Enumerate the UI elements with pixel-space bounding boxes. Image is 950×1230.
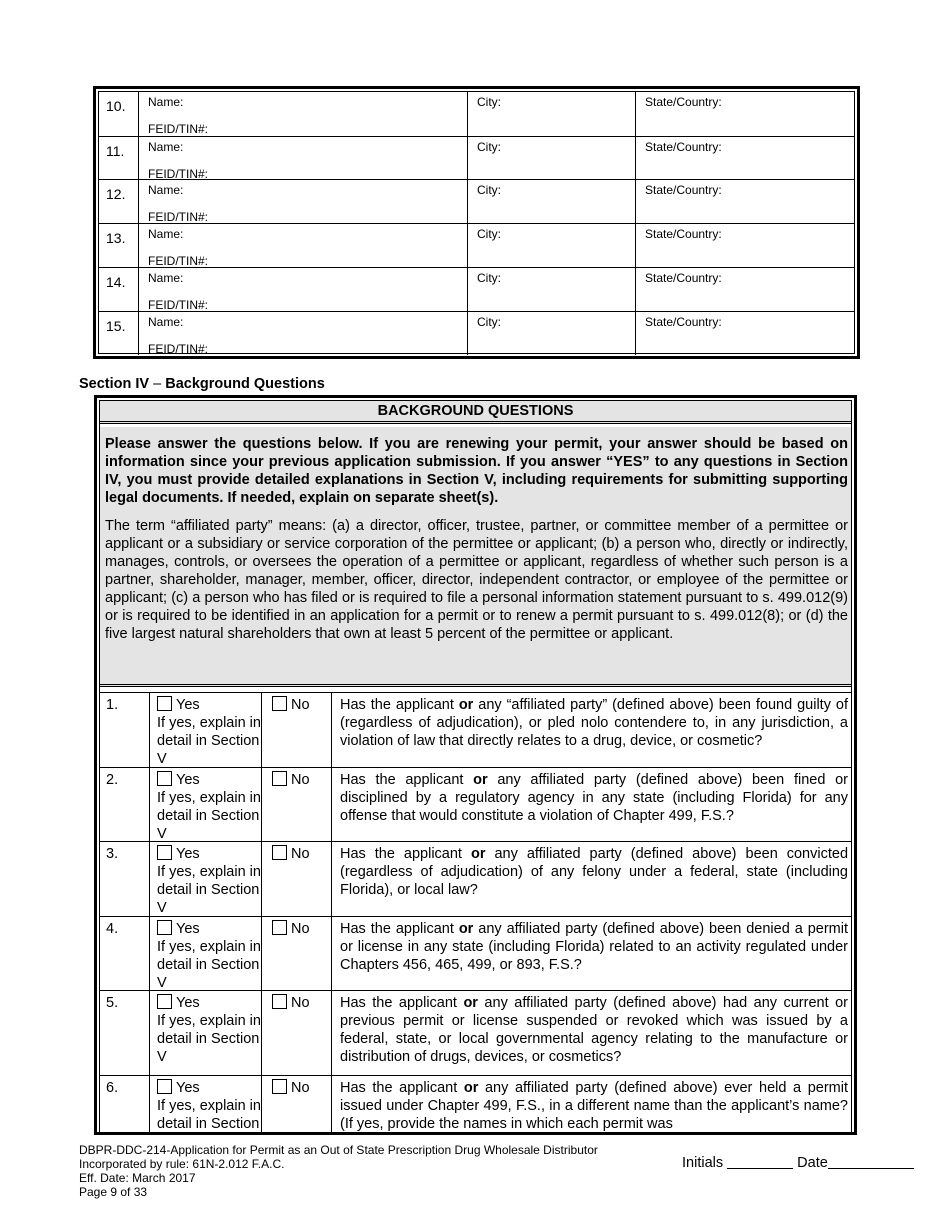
entity-city-field[interactable] — [469, 224, 636, 268]
city-label: City: — [477, 227, 501, 242]
date-label: Date — [797, 1155, 828, 1171]
entity-state-country-field[interactable] — [637, 224, 854, 268]
question-text — [333, 991, 851, 1076]
entity-name-field[interactable] — [140, 224, 468, 268]
background-questions-header: BACKGROUND QUESTIONS — [100, 401, 851, 424]
yes-label: Yes — [176, 921, 200, 937]
entity-city-field[interactable] — [469, 180, 636, 224]
city-label: City: — [477, 314, 501, 329]
no-label: No — [291, 697, 310, 713]
form-title: DBPR-DDC-214-Application for Permit as an Out of State Prescription Drug Wholesale Distributor — [79, 1143, 598, 1157]
state-country-label: State/Country: — [645, 270, 722, 285]
no-checkbox[interactable] — [272, 845, 287, 860]
question-row — [100, 990, 851, 1076]
feid-tin-label: FEID/TIN#: — [148, 254, 209, 269]
background-questions-grid — [99, 400, 852, 1135]
question-text-start: Has the applicant — [340, 697, 459, 713]
intro-instructions: Please answer the questions below. If you are renewing your permit, your answer should be based on information since your previous application submission. If you answer “YES” to any questions in Section IV, you must provide detailed explanations in Section V, including requirements for submitting supporting legal documents. If needed, explain on separate sheet(s). — [105, 436, 848, 506]
entity-city-field[interactable] — [469, 92, 636, 136]
question-emphasis: or — [458, 921, 474, 937]
question-text — [333, 917, 851, 991]
section-heading — [79, 376, 325, 392]
yes-label: Yes — [176, 697, 200, 713]
rule-reference: Incorporated by rule: 61N-2.012 F.A.C. — [79, 1157, 285, 1171]
entity-table-grid — [98, 91, 855, 354]
entity-name-field[interactable] — [140, 180, 468, 224]
entity-row-number: 13. — [99, 224, 139, 268]
question-text-start: Has the applicant — [340, 772, 474, 788]
no-option — [263, 1076, 332, 1135]
state-country-label: State/Country: — [645, 227, 722, 242]
yes-option — [151, 768, 262, 842]
yes-option — [151, 991, 262, 1076]
yes-option — [151, 1076, 262, 1135]
question-row — [100, 767, 851, 842]
name-label: Name: — [148, 227, 184, 242]
no-option — [263, 693, 332, 768]
yes-checkbox[interactable] — [157, 1079, 172, 1094]
question-text-start: Has the applicant — [340, 995, 464, 1011]
background-questions-table — [94, 395, 857, 1135]
name-label: Name: — [148, 95, 184, 109]
feid-tin-label: FEID/TIN#: — [148, 297, 209, 312]
entity-row — [99, 267, 854, 312]
city-label: City: — [477, 183, 501, 198]
effective-date: Eff. Date: March 2017 — [79, 1171, 196, 1185]
entity-city-field[interactable] — [469, 312, 636, 356]
yes-checkbox[interactable] — [157, 845, 172, 860]
no-checkbox[interactable] — [272, 771, 287, 786]
question-text — [333, 693, 851, 768]
no-checkbox[interactable] — [272, 696, 287, 711]
question-text-start: Has the applicant — [340, 1080, 464, 1096]
feid-tin-label: FEID/TIN#: — [148, 210, 209, 225]
affiliated-party-definition: The term “affiliated party” means: (a) a director, officer, trustee, partner, or committee member of a permittee or applicant or a subsidiary or service corporation of the permittee or applicant; (b) a person who, directly or indirectly, manages, controls, or oversees the operation of a permittee or applicant, regardless of whether such person is a partner, shareholder, manager, member, officer, director, independent contractor, or employee of the permittee or applicant; (c) a person who has filed or is required to file a personal information statement pursuant to s. 499.012(9) or is required to be identified in an application for a permit or to renew a permit pursuant to s. 499.012(8); or (d) the five largest natural shareholders that own at least 5 percent of the permittee or applicant. — [105, 518, 848, 642]
entity-state-country-field[interactable] — [637, 180, 854, 224]
section-dash: – — [153, 376, 162, 392]
feid-tin-label: FEID/TIN#: — [148, 341, 209, 356]
entity-name-field[interactable] — [140, 312, 468, 356]
yes-label: Yes — [176, 846, 200, 862]
entity-row — [99, 179, 854, 224]
question-text-start: Has the applicant — [340, 846, 471, 862]
date-field[interactable] — [828, 1154, 914, 1169]
state-country-label: State/Country: — [645, 314, 722, 329]
question-emphasis: or — [473, 772, 488, 788]
name-label: Name: — [148, 270, 184, 285]
explain-note: If yes, explain in detail in Section V — [157, 1013, 261, 1065]
question-number: 4. — [100, 917, 150, 991]
yes-option — [151, 917, 262, 991]
no-checkbox[interactable] — [272, 1079, 287, 1094]
question-text-end: any “affiliated party” (defined above) been found guilty of (regardless of adjudication), or pled nolo contendere to, in any jurisdiction, a violation of law that directly relates to a drug, device, or cosmetic? — [340, 697, 848, 749]
question-emphasis: or — [458, 697, 474, 713]
entity-row-number: 11. — [99, 137, 139, 181]
question-emphasis: or — [463, 995, 478, 1011]
explain-note: If yes, explain in detail in Section V — [157, 864, 261, 916]
page-footer — [79, 1143, 598, 1199]
explain-note: If yes, explain in detail in Section V — [157, 715, 261, 767]
yes-checkbox[interactable] — [157, 920, 172, 935]
city-label: City: — [477, 95, 501, 109]
state-country-label: State/Country: — [645, 95, 722, 109]
entity-state-country-field[interactable] — [637, 92, 854, 136]
yes-option — [151, 693, 262, 768]
question-text-start: Has the applicant — [340, 921, 459, 937]
question-row — [100, 1075, 851, 1135]
section-prefix: Section IV — [79, 376, 150, 392]
question-number: 2. — [100, 768, 150, 842]
state-country-label: State/Country: — [645, 139, 722, 154]
entity-row-number: 12. — [99, 180, 139, 224]
question-row — [100, 841, 851, 917]
name-label: Name: — [148, 183, 184, 198]
question-text-end: any affiliated party (defined above) been convicted (regardless of adjudication) of any felony under a federal, state (including Florida), or local law? — [340, 846, 849, 898]
no-option — [263, 917, 332, 991]
city-label: City: — [477, 270, 501, 285]
no-option — [263, 768, 332, 842]
state-country-label: State/Country: — [645, 183, 722, 198]
entity-row-number: 10. — [99, 92, 139, 136]
question-text-end: any affiliated party (defined above) had any current or previous permit or license suspended or revoked which was issued by a federal, state, or local governmental agency relating to the manufacture or distribution of drugs, devices, or cosmetics? — [340, 995, 848, 1065]
question-number: 1. — [100, 693, 150, 768]
page-number: Page 9 of 33 — [79, 1185, 148, 1199]
entity-state-country-field[interactable] — [637, 137, 854, 181]
explain-note: If yes, explain in detail in Section — [157, 1098, 261, 1132]
entity-city-field[interactable] — [469, 137, 636, 181]
entity-name-field[interactable] — [140, 268, 468, 312]
entity-row-number: 14. — [99, 268, 139, 312]
no-label: No — [291, 921, 310, 937]
name-label: Name: — [148, 139, 184, 154]
entity-row — [99, 223, 854, 268]
question-text-end: any affiliated party (defined above) ever held a permit issued under Chapter 499, F.S., in a different name than the applicant’s name? (If yes, provide the names in which each permit was — [340, 1080, 849, 1132]
no-label: No — [291, 995, 310, 1011]
feid-tin-label: FEID/TIN#: — [148, 166, 209, 181]
question-number: 3. — [100, 842, 150, 917]
section-title: Background Questions — [165, 376, 325, 392]
yes-label: Yes — [176, 995, 200, 1011]
initials-field[interactable] — [727, 1154, 793, 1169]
name-label: Name: — [148, 314, 184, 329]
question-row — [100, 916, 851, 991]
no-checkbox[interactable] — [272, 994, 287, 1009]
no-option — [263, 842, 332, 917]
question-text — [333, 1076, 851, 1135]
question-text-end: any affiliated party (defined above) been denied a permit or license in any state (including Florida) related to an activity regulated under Chapters 456, 465, 499, or 893, F.S.? — [340, 921, 848, 973]
question-text-end: any affiliated party (defined above) been fined or disciplined by a regulatory agency in any state (including Florida) for any offense that would constitute a violation of Chapter 499, F.S.? — [340, 772, 848, 824]
no-option — [263, 991, 332, 1076]
initials-date-line — [682, 1154, 914, 1171]
explain-note: If yes, explain in detail in Section V — [157, 939, 261, 991]
question-emphasis: or — [470, 846, 486, 862]
question-text — [333, 842, 851, 917]
entity-city-field[interactable] — [469, 268, 636, 312]
no-label: No — [291, 846, 310, 862]
initials-label: Initials — [682, 1155, 724, 1171]
no-checkbox[interactable] — [272, 920, 287, 935]
entity-row — [99, 136, 854, 181]
entity-row — [99, 311, 854, 356]
entity-row — [99, 92, 854, 136]
entity-name-field[interactable] — [140, 137, 468, 181]
entity-state-country-field[interactable] — [637, 312, 854, 356]
yes-checkbox[interactable] — [157, 994, 172, 1009]
entity-table — [93, 86, 860, 359]
yes-label: Yes — [176, 772, 200, 788]
explain-note: If yes, explain in detail in Section V — [157, 790, 261, 842]
entity-row-number: 15. — [99, 312, 139, 356]
no-label: No — [291, 1080, 310, 1096]
feid-tin-label: FEID/TIN#: — [148, 122, 209, 136]
question-number: 5. — [100, 991, 150, 1076]
no-label: No — [291, 772, 310, 788]
question-emphasis: or — [463, 1080, 479, 1096]
yes-label: Yes — [176, 1080, 200, 1096]
question-number: 6. — [100, 1076, 150, 1135]
entity-name-field[interactable] — [140, 92, 468, 136]
background-intro — [100, 427, 851, 687]
yes-checkbox[interactable] — [157, 696, 172, 711]
question-text — [333, 768, 851, 842]
yes-checkbox[interactable] — [157, 771, 172, 786]
yes-option — [151, 842, 262, 917]
city-label: City: — [477, 139, 501, 154]
entity-state-country-field[interactable] — [637, 268, 854, 312]
question-row — [100, 692, 851, 768]
